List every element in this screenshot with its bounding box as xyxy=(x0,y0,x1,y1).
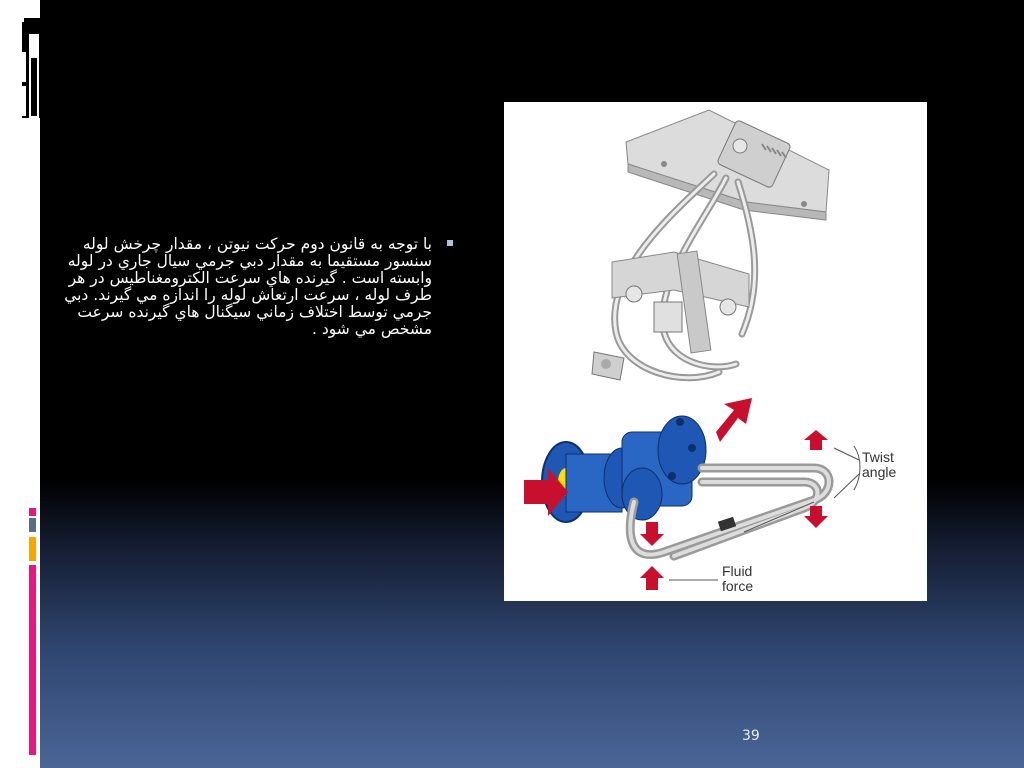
label-force: force xyxy=(722,578,754,594)
square-bullet-icon xyxy=(447,240,453,246)
accent-pink-long xyxy=(29,565,36,755)
content-placeholder xyxy=(60,236,475,338)
body-paragraph: با توجه به قانون دوم حركت نيوتن ، مقدار چرخش لوله سنسور مستقيما به مقدار دبي جرمي سيال جاري در لوله وابسته است . گيرنده هاي سرعت الكترومغناطيس در هر طرف لوله ، سرعت ارتعاش لوله را اندازه مي گيرند. دبي جرمي توسط اختلاف زماني سيگنال هاي گيرنده سرعت مشخص مي شود . xyxy=(64,235,432,338)
label-angle: angle xyxy=(862,464,897,480)
decorative-rectangles-icon xyxy=(18,18,42,118)
accent-pink-small xyxy=(29,508,36,516)
label-fluid: Fluid xyxy=(722,563,753,579)
flowmeter-illustration xyxy=(504,102,927,601)
accent-orange xyxy=(29,537,36,561)
page-number: 39 xyxy=(742,728,760,744)
accent-gray xyxy=(29,518,36,532)
coriolis-meter-figure xyxy=(504,102,927,601)
label-twist: Twist xyxy=(862,449,894,465)
pipe-assembly xyxy=(542,416,706,522)
